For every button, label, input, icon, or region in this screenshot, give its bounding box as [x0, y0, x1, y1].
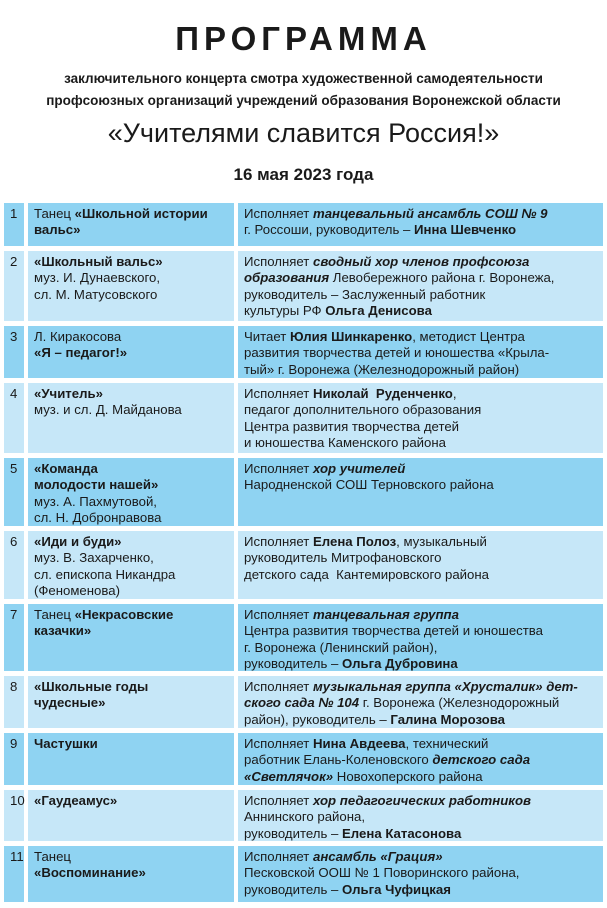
bold-text: Нина Авдеева	[312, 736, 406, 751]
concert-motto: «Учителями славится Россия!»	[107, 118, 500, 148]
program-row	[4, 790, 603, 841]
bold-text: казачки»	[34, 623, 92, 639]
program-table	[4, 203, 603, 907]
performer-cell	[238, 531, 603, 599]
bold-text: Инна Шевченко	[414, 222, 517, 238]
work-cell	[28, 251, 234, 321]
bold-text: Николай Руденченко	[312, 386, 453, 401]
text-line	[244, 303, 598, 319]
text-line	[244, 640, 598, 656]
text: г. Россоши, руководитель –	[244, 222, 415, 238]
text: Центра развития творчества детей	[244, 418, 460, 434]
text: руководитель Митрофановского	[244, 550, 442, 566]
text: Новохоперского района	[333, 768, 483, 784]
text-line	[244, 435, 598, 451]
text-line	[244, 534, 598, 550]
bold-italic-text: музыкальная группа «Хрусталик» дет-	[312, 679, 578, 694]
text-line	[34, 270, 229, 286]
performer-cell	[238, 458, 603, 526]
text: район), руководитель –	[244, 711, 391, 727]
text: педагог дополнительного образования	[244, 402, 482, 418]
text-line	[244, 865, 598, 881]
text: Л. Киракосова	[34, 329, 122, 344]
text: руководитель – Заслуженный работник	[244, 286, 486, 302]
text-line	[34, 865, 229, 881]
text-line	[34, 567, 229, 583]
text-line	[34, 793, 229, 809]
work-cell	[28, 531, 234, 599]
text: г. Воронежа (Железнодорожный	[359, 695, 560, 711]
text-line	[34, 679, 229, 695]
work-cell	[28, 326, 234, 378]
text-line	[34, 695, 229, 711]
text-line	[244, 679, 598, 695]
program-row	[4, 604, 603, 671]
text: Исполняет	[244, 534, 313, 549]
work-cell	[28, 790, 234, 841]
text: Песковской ООШ № 1 Поворинского района,	[244, 865, 520, 881]
bold-italic-text: сводный хор членов профсоюза	[312, 254, 530, 269]
bold-text: «Учитель»	[34, 386, 103, 401]
text: детского сада Кантемировского района	[244, 566, 489, 582]
text: и юношества Каменского района	[244, 434, 446, 450]
bold-italic-text: ского сада № 104	[244, 695, 360, 711]
bold-italic-text: танцевальная группа	[312, 607, 459, 622]
text: развития творчества детей и юношества «Крыла-	[244, 345, 550, 361]
subtitle-line-1: заключительного концерта смотра художественной самодеятельности	[64, 71, 543, 86]
text: , музыкальный	[396, 534, 487, 549]
text: , технический	[405, 736, 489, 751]
bold-text: «Я – педагог!»	[34, 345, 128, 361]
text-line	[34, 402, 229, 418]
text-line	[244, 769, 598, 785]
bold-text: Елена Катасонова	[342, 825, 462, 841]
performer-cell	[238, 676, 603, 728]
text: муз. и сл. Д. Майданова	[34, 402, 182, 418]
work-cell	[28, 458, 234, 526]
bold-text: Галина Морозова	[390, 711, 506, 727]
text-line	[244, 567, 598, 583]
text-line	[244, 461, 598, 477]
bold-text: вальс»	[34, 222, 81, 238]
row-number: 7	[4, 604, 24, 671]
text: Исполняет	[244, 793, 313, 808]
text-line	[244, 270, 598, 286]
text-line	[244, 752, 598, 768]
text: Танец	[34, 206, 75, 221]
text: ,	[452, 386, 457, 401]
text: сл. епископа Никандра	[34, 566, 176, 582]
text-line	[244, 809, 598, 825]
text-line	[244, 419, 598, 435]
row-number: 9	[4, 733, 24, 785]
bold-italic-text: детского сада	[432, 752, 531, 768]
text-line	[244, 607, 598, 623]
text: Левобережного района г. Воронежа,	[329, 270, 555, 286]
text-line	[244, 695, 598, 711]
text: руководитель –	[244, 825, 343, 841]
row-number: 4	[4, 383, 24, 453]
text-line	[244, 362, 598, 378]
concert-date: 16 мая 2023 года	[233, 165, 374, 184]
text-line	[34, 623, 229, 639]
text-line	[34, 494, 229, 510]
row-number: 3	[4, 326, 24, 378]
text-line	[244, 402, 598, 418]
text-line	[244, 345, 598, 361]
work-cell	[28, 383, 234, 453]
text-line	[34, 287, 229, 303]
text: Танец	[34, 849, 71, 864]
work-cell	[28, 733, 234, 785]
text-line	[34, 510, 229, 526]
program-row	[4, 326, 603, 378]
program-row	[4, 531, 603, 599]
text: Исполняет	[244, 386, 313, 401]
text-line	[244, 254, 598, 270]
bold-italic-text: хор педагогических работников	[312, 793, 531, 808]
text-line	[244, 712, 598, 728]
row-number: 10	[4, 790, 24, 841]
bold-text: «Воспоминание»	[34, 865, 146, 881]
text-line	[244, 736, 598, 752]
text: культуры РФ	[244, 302, 326, 318]
text: сл. Н. Добронравова	[34, 509, 162, 525]
text-line	[244, 849, 598, 865]
program-subtitle	[0, 68, 607, 112]
text-line	[244, 623, 598, 639]
work-cell	[28, 676, 234, 728]
bold-text: Елена Полоз	[312, 534, 397, 549]
bold-text: «Школьные годы	[34, 679, 149, 694]
bold-text: Ольга Дубровина	[342, 655, 458, 671]
text-line	[244, 826, 598, 842]
text-line	[34, 222, 229, 238]
bold-text: Частушки	[34, 736, 98, 751]
bold-text: Юлия Шинкаренко	[289, 329, 413, 344]
program-row	[4, 846, 603, 902]
text: Исполняет	[244, 849, 313, 864]
bold-text: «Школьной истории	[74, 206, 208, 221]
performer-cell	[238, 846, 603, 902]
bold-italic-text: образования	[244, 270, 330, 286]
row-number: 1	[4, 203, 24, 246]
text-line	[34, 607, 229, 623]
text-line	[34, 550, 229, 566]
text: руководитель –	[244, 655, 343, 671]
work-cell	[28, 604, 234, 671]
text-line	[244, 550, 598, 566]
text: Исполняет	[244, 679, 313, 694]
bold-text: молодости нашей»	[34, 477, 159, 493]
bold-text: Ольга Денисова	[325, 302, 432, 318]
text-line	[34, 849, 229, 865]
bold-text: «Команда	[34, 461, 98, 476]
text-line	[34, 386, 229, 402]
subtitle-line-2: профсоюзных организаций учреждений образования Воронежской области	[46, 93, 561, 108]
row-number: 11	[4, 846, 24, 902]
performer-cell	[238, 203, 603, 246]
text-line	[244, 386, 598, 402]
text: Читает	[244, 329, 290, 344]
bold-italic-text: ансамбль «Грация»	[312, 849, 443, 864]
bold-text: чудесные»	[34, 695, 106, 711]
performer-cell	[238, 733, 603, 785]
program-row	[4, 251, 603, 321]
bold-text: «Иди и буди»	[34, 534, 122, 549]
bold-text: «Некрасовские	[74, 607, 174, 622]
row-number: 2	[4, 251, 24, 321]
program-row	[4, 733, 603, 785]
performer-cell	[238, 326, 603, 378]
text-line	[244, 477, 598, 493]
text-line	[34, 477, 229, 493]
text: муз. В. Захарченко,	[34, 550, 154, 566]
text-line	[34, 534, 229, 550]
text: Исполняет	[244, 736, 313, 751]
row-number: 6	[4, 531, 24, 599]
text-line	[244, 206, 598, 222]
text-line	[34, 329, 229, 345]
text: Танец	[34, 607, 75, 622]
text-line	[34, 583, 229, 599]
text: Исполняет	[244, 254, 313, 269]
bold-italic-text: танцевальный ансамбль СОШ № 9	[312, 206, 548, 221]
row-number: 5	[4, 458, 24, 526]
text: Народненской СОШ Терновского района	[244, 477, 494, 493]
text-line	[244, 287, 598, 303]
text: Исполняет	[244, 461, 313, 476]
performer-cell	[238, 604, 603, 671]
performer-cell	[238, 383, 603, 453]
text-line	[244, 329, 598, 345]
bold-text: «Гаудеамус»	[34, 793, 118, 808]
text: , методист Центра	[412, 329, 525, 344]
text: муз. А. Пахмутовой,	[34, 493, 157, 509]
text-line	[34, 254, 229, 270]
text: руководитель –	[244, 881, 343, 897]
text: тый» г. Воронежа (Железнодорожный район)	[244, 361, 520, 377]
text-line	[244, 222, 598, 238]
text: муз. И. Дунаевского,	[34, 270, 160, 286]
text-line	[244, 656, 598, 672]
text: Центра развития творчества детей и юношества	[244, 623, 543, 639]
performer-cell	[238, 790, 603, 841]
text-line	[34, 206, 229, 222]
bold-text: «Школьный вальс»	[34, 254, 163, 269]
performer-cell	[238, 251, 603, 321]
text: работник Елань-Коленовского	[244, 752, 433, 768]
text: г. Воронежа (Ленинский район),	[244, 639, 438, 655]
work-cell	[28, 846, 234, 902]
text-line	[244, 882, 598, 898]
text-line	[34, 461, 229, 477]
text: Аннинского района,	[244, 809, 366, 825]
work-cell	[28, 203, 234, 246]
bold-italic-text: хор учителей	[312, 461, 406, 476]
text: сл. М. Матусовского	[34, 286, 158, 302]
text-line	[34, 345, 229, 361]
program-row	[4, 676, 603, 728]
program-row	[4, 203, 603, 246]
program-row	[4, 383, 603, 453]
text: Исполняет	[244, 607, 313, 622]
text-line	[244, 793, 598, 809]
row-number: 8	[4, 676, 24, 728]
program-row	[4, 458, 603, 526]
bold-italic-text: «Светлячок»	[244, 768, 334, 784]
program-title: ПРОГРАММА	[175, 20, 432, 57]
bold-text: Ольга Чуфицкая	[342, 881, 451, 897]
text: (Феноменова)	[34, 582, 120, 598]
text-line	[34, 736, 229, 752]
text: Исполняет	[244, 206, 313, 221]
